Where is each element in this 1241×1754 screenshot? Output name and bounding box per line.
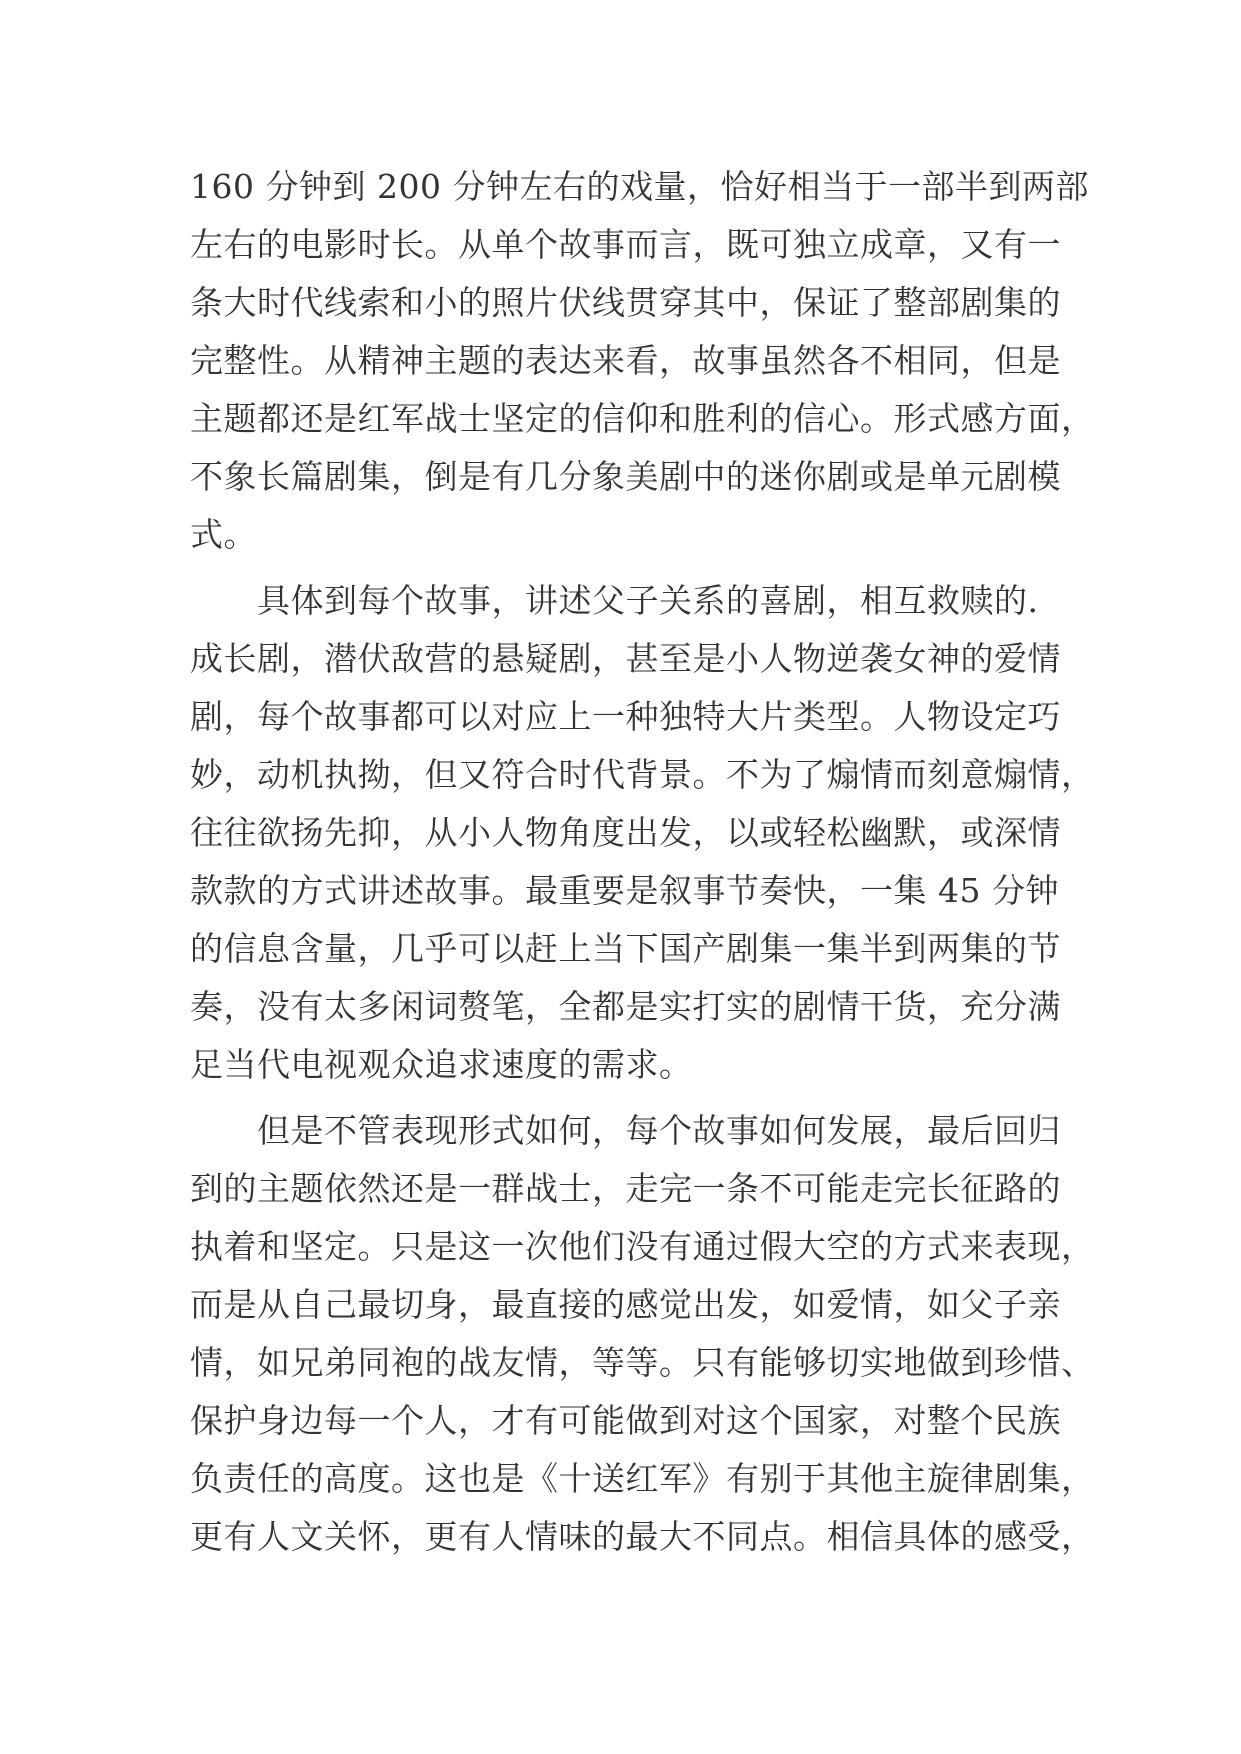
text-line: 奏，没有太多闲词赘笔，全都是实打实的剧情干货，充分满 <box>190 987 1061 1026</box>
text-line: 情，如兄弟同袍的战友情，等等。只有能够切实地做到珍惜、 <box>190 1343 1095 1382</box>
text-line: 足当代电视观众追求速度的需求。 <box>190 1045 693 1084</box>
text-line: 而是从自己最切身，最直接的感觉出发，如爱情，如父子亲 <box>190 1285 1061 1324</box>
text-line: 左右的电影时长。从单个故事而言，既可独立成章，又有一 <box>190 225 1061 264</box>
text-line: 160 分钟到 200 分钟左右的戏量，恰好相当于一部半到两部 <box>190 167 1089 206</box>
paragraph-start-line: 但是不管表现形式如何，每个故事如何发展，最后回归 <box>190 1111 1061 1150</box>
text-line: 负责任的高度。这也是《十送红军》有别于其他主旋律剧集， <box>190 1459 1095 1498</box>
text-line: 到的主题依然还是一群战士，走完一条不可能走完长征路的 <box>190 1169 1061 1208</box>
text-line: 执着和坚定。只是这一次他们没有通过假大空的方式来表现， <box>190 1227 1095 1266</box>
paragraph-start-line: 具体到每个故事，讲述父子关系的喜剧，相互救赎的. <box>190 581 1039 620</box>
text-line: 条大时代线索和小的照片伏线贯穿其中，保证了整部剧集的 <box>190 283 1061 322</box>
text-line: 的信息含量，几乎可以赶上当下国产剧集一集半到两集的节 <box>190 929 1061 968</box>
text-line: 不象长篇剧集，倒是有几分象美剧中的迷你剧或是单元剧模 <box>190 457 1061 496</box>
text-line: 往往欲扬先抑，从小人物角度出发，以或轻松幽默，或深情 <box>190 813 1061 852</box>
text-line: 主题都还是红军战士坚定的信仰和胜利的信心。形式感方面， <box>190 399 1095 438</box>
text-line: 更有人文关怀，更有人情味的最大不同点。相信具体的感受， <box>190 1517 1095 1556</box>
text-line: 剧，每个故事都可以对应上一种独特大片类型。人物设定巧 <box>190 697 1061 736</box>
body-text <box>190 158 1095 1566</box>
text-line: 成长剧，潜伏敌营的悬疑剧，甚至是小人物逆袭女神的爱情 <box>190 639 1061 678</box>
text-line: 保护身边每一个人，才有可能做到对这个国家，对整个民族 <box>190 1401 1061 1440</box>
text-line: 妙，动机执拗，但又符合时代背景。不为了煽情而刻意煽情， <box>190 755 1095 794</box>
text-line: 式。 <box>190 515 257 554</box>
text-line: 完整性。从精神主题的表达来看，故事虽然各不相同，但是 <box>190 341 1061 380</box>
text-line: 款款的方式讲述故事。最重要是叙事节奏快，一集 45 分钟 <box>190 871 1059 910</box>
